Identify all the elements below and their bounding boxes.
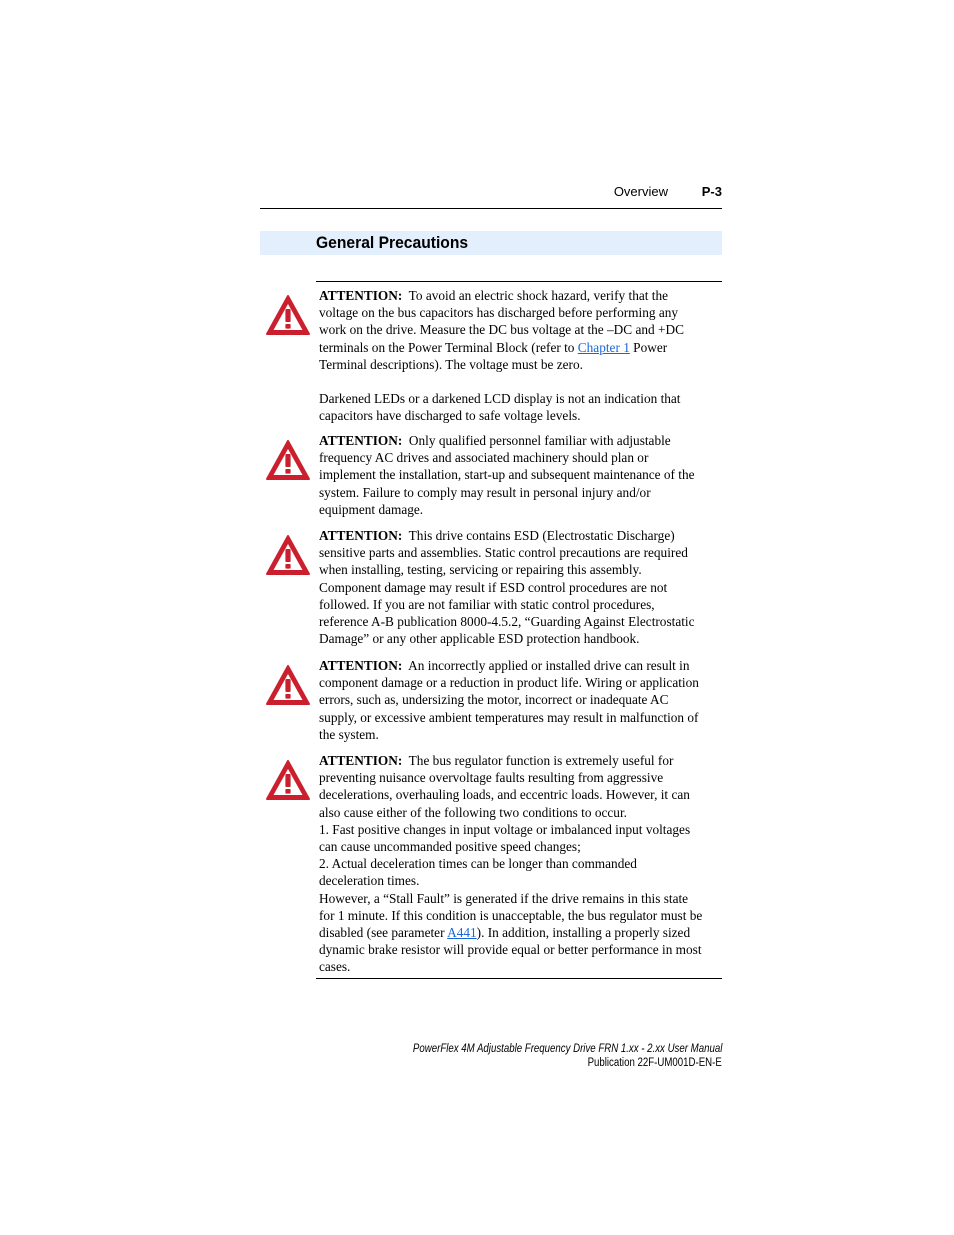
warning-triangle-icon: [264, 438, 312, 482]
text-line: the system.: [319, 726, 379, 742]
text-line: 2. Actual deceleration times can be longer than commanded: [319, 856, 637, 872]
text-line: The bus regulator function is extremely useful for: [408, 753, 674, 768]
text-line: capacitors have discharged to safe voltage levels.: [319, 408, 581, 424]
warning-triangle-icon: [264, 533, 312, 577]
attention-block-shock-hazard: [319, 287, 722, 424]
text-line: terminals on the Power Terminal Block (refer to: [319, 339, 578, 355]
text-line: reference A-B publication 8000-4.5.2, “Guarding Against Electrostatic: [319, 614, 695, 630]
text-line: errors, such as, undersizing the motor, incorrect or inadequate AC: [319, 692, 669, 708]
text-line: voltage on the bus capacitors has discharged before performing any: [319, 305, 679, 321]
text-line: To avoid an electric shock hazard, verify that the: [408, 288, 669, 303]
header-page-number: P-3: [701, 184, 722, 199]
text-line: ). In addition, installing a properly sized: [476, 925, 691, 941]
text-line: equipment damage.: [319, 501, 424, 517]
text-line: followed. If you are not familiar with static control procedures,: [319, 596, 655, 612]
text-line: deceleration times.: [319, 873, 420, 889]
text-line: However, a “Stall Fault” is generated if the drive remains in this state: [319, 890, 689, 906]
text-line: for 1 minute. If this condition is unacceptable, the bus regulator must be: [319, 907, 703, 923]
attention-label: ATTENTION:: [319, 433, 403, 448]
text-line: This drive contains ESD (Electrostatic Discharge): [408, 528, 675, 543]
header-rule: [260, 208, 722, 209]
footer-publication: Publication 22F-UM001D-EN-E: [587, 1057, 722, 1069]
footer-manual-title: PowerFlex 4M Adjustable Frequency Drive FRN 1.xx - 2.xx User Manual: [412, 1043, 722, 1055]
attention-label: ATTENTION:: [319, 658, 403, 673]
text-line: preventing nuisance overvoltage faults resulting from aggressive: [319, 770, 664, 786]
attention-label: ATTENTION:: [319, 528, 403, 543]
text-line: supply, or excessive ambient temperatures may result in malfunction of: [319, 709, 699, 725]
text-line: dynamic brake resistor will provide equal or better performance in most: [319, 942, 702, 958]
attention-block-qualified-personnel: [319, 432, 722, 518]
attention-box-bottom-rule: [316, 978, 722, 979]
warning-triangle-icon: [264, 293, 312, 337]
text-line: Power: [629, 339, 668, 355]
text-line: implement the installation, start-up and subsequent maintenance of the: [319, 467, 695, 483]
text-line: component damage or a reduction in product life. Wiring or application: [319, 675, 699, 691]
text-line: Darkened LEDs or a darkened LCD display is not an indication that: [319, 391, 681, 407]
attention-label: ATTENTION:: [319, 753, 403, 768]
text-line: frequency AC drives and associated machinery should plan or: [319, 450, 649, 466]
text-line: decelerations, overhauling loads, and eccentric loads. However, it can: [319, 787, 690, 803]
text-line: can cause uncommanded positive speed changes;: [319, 839, 581, 855]
warning-triangle-icon: [264, 758, 312, 802]
text-line: Damage” or any other applicable ESD protection handbook.: [319, 631, 640, 647]
header-section-name: Overview: [613, 184, 668, 199]
text-line: 1. Fast positive changes in input voltage or imbalanced input voltages: [319, 821, 691, 837]
text-line: Component damage may result if ESD control procedures are not: [319, 579, 668, 595]
chapter-1-link[interactable]: Chapter 1: [577, 339, 630, 355]
text-line: Terminal descriptions). The voltage must be zero.: [319, 356, 583, 372]
section-title: General Precautions: [316, 233, 469, 252]
text-line: An incorrectly applied or installed drive can result in: [408, 658, 690, 673]
attention-block-esd: [319, 527, 722, 647]
text-line: Only qualified personnel familiar with adjustable: [408, 433, 671, 448]
text-line: sensitive parts and assemblies. Static control precautions are required: [319, 545, 688, 561]
text-line: disabled (see parameter: [319, 925, 448, 941]
text-line: system. Failure to comply may result in personal injury and/or: [319, 484, 651, 500]
attention-block-misapplication: [319, 657, 722, 743]
attention-box-top-rule: [316, 281, 722, 282]
text-line: when installing, testing, servicing or repairing this assembly.: [319, 562, 642, 578]
running-header: [260, 184, 722, 202]
parameter-a441-link[interactable]: A441: [447, 925, 477, 941]
attention-label: ATTENTION:: [319, 288, 403, 303]
attention-block-bus-regulator: [319, 752, 722, 976]
text-line: cases.: [319, 959, 351, 975]
warning-triangle-icon: [264, 663, 312, 707]
text-line: also cause either of the following two conditions to occur.: [319, 804, 627, 820]
text-line: work on the drive. Measure the DC bus voltage at the –DC and +DC: [319, 322, 684, 338]
